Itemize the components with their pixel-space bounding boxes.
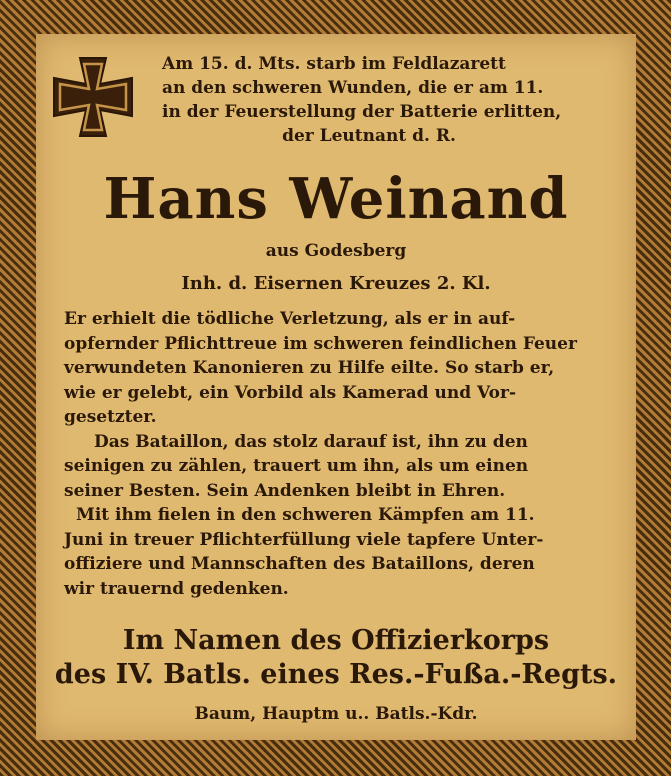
signature-line-2: des IV. Batls. eines Res.-Fußa.-Regts. xyxy=(54,659,618,690)
body-line: Er erhielt die tödliche Verletzung, als er in auf- xyxy=(64,309,516,329)
hometown: aus Godesberg xyxy=(265,241,407,261)
deceased-name: Hans Weinand xyxy=(103,166,569,232)
intro-line: an den schweren Wunden, die er am 11. xyxy=(162,78,544,98)
intro-line: Am 15. d. Mts. starb im Feldlazarett xyxy=(162,54,506,74)
body-text xyxy=(64,307,610,601)
body-line: Juni in treuer Pflichterfüllung viele tapfere Unter- xyxy=(64,529,544,550)
body-line: Das Bataillon, das stolz darauf ist, ihn zu den xyxy=(94,431,528,452)
intro-line: in der Feuerstellung der Batterie erlitten, xyxy=(162,102,562,122)
body-line: Mit ihm fielen in den schweren Kämpfen am 11. xyxy=(76,505,535,525)
iron-cross-icon xyxy=(50,54,136,140)
signature-line-1: Im Namen des Offizierkorps xyxy=(122,625,550,656)
body-line: gesetzter. xyxy=(64,407,157,427)
body-line: seiner Besten. Sein Andenken bleibt in Ehren. xyxy=(64,480,506,501)
intro-text xyxy=(162,52,606,148)
body-line: verwundeten Kanonieren zu Hilfe eilte. So starb er, xyxy=(64,358,555,378)
body-line: wir trauernd gedenken. xyxy=(64,578,289,599)
signer-name: Baum, Hauptm u.. Batls.-Kdr. xyxy=(194,704,478,724)
body-line: offiziere und Mannschaften des Bataillons, deren xyxy=(64,554,535,574)
body-line: seinigen zu zählen, trauert um ihn, als um einen xyxy=(64,456,529,476)
death-notice xyxy=(36,34,636,740)
body-line: wie er gelebt, ein Vorbild als Kamerad und Vor- xyxy=(64,382,516,403)
award-line: Inh. d. Eisernen Kreuzes 2. Kl. xyxy=(181,273,491,294)
body-line: opfernder Pflichttreue im schweren feindlichen Feuer xyxy=(64,333,577,354)
intro-line: der Leutnant d. R. xyxy=(282,126,456,146)
